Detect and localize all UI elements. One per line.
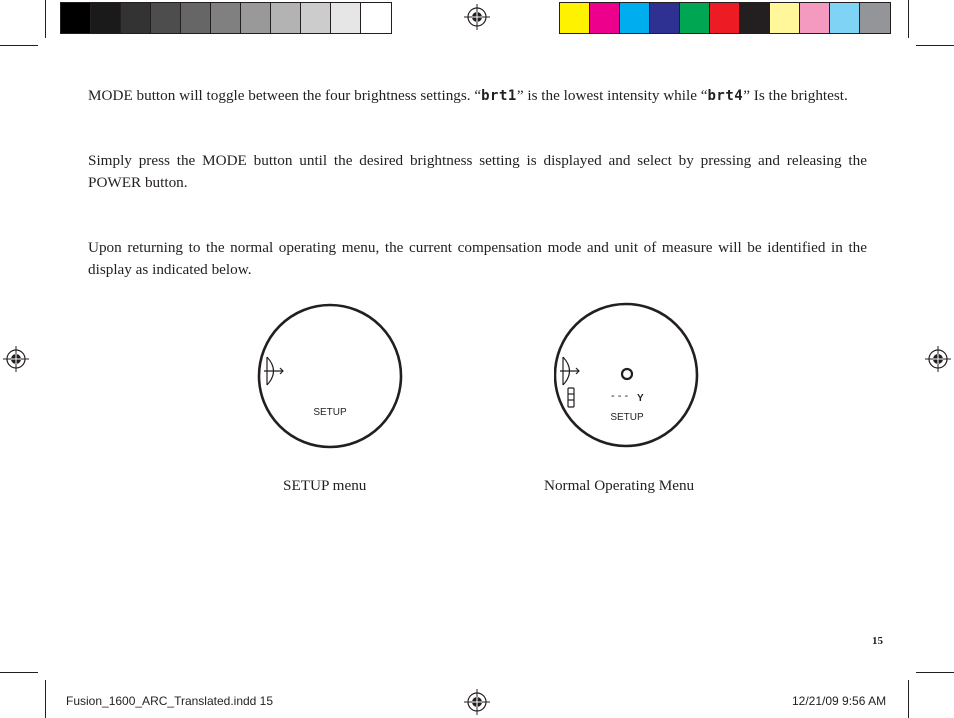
color-swatch	[800, 3, 830, 33]
registration-mark-icon	[3, 346, 29, 372]
crop-mark-bottom-left-h	[0, 672, 38, 673]
paragraph-text: MODE button will toggle between the four brightness settings. “	[88, 87, 482, 104]
gray-swatch	[211, 3, 241, 33]
slug-filename: Fusion_1600_ARC_Translated.indd 15	[66, 694, 274, 708]
registration-mark-icon	[464, 4, 490, 30]
lcd-brt4-label: brt4	[707, 88, 744, 104]
color-swatch	[710, 3, 740, 33]
normal-menu-display	[554, 302, 702, 450]
setup-menu-caption: SETUP menu	[283, 477, 367, 494]
gray-swatch	[361, 3, 391, 33]
gray-swatch	[271, 3, 301, 33]
color-swatch	[770, 3, 800, 33]
paragraph-select-brightness: Simply press the MODE button until the desired brightness setting is displayed and select by pressing and releasing the POWER button.	[88, 152, 867, 191]
crop-mark-top-left-h	[0, 45, 38, 46]
gray-swatch	[241, 3, 271, 33]
crop-mark-bottom-right-v	[908, 680, 909, 718]
paragraph-text: ” Is the brightest.	[743, 87, 848, 104]
color-swatch	[620, 3, 650, 33]
color-swatch	[560, 3, 590, 33]
paragraph-normal-menu: Upon returning to the normal operating menu, the current compensation mode and unit of measure will be identified in the display as indicated below.	[88, 239, 867, 278]
registration-mark-icon	[925, 346, 951, 372]
registration-mark-icon	[464, 689, 490, 715]
color-swatch	[830, 3, 860, 33]
color-swatch	[680, 3, 710, 33]
gray-swatch	[181, 3, 211, 33]
crop-mark-top-right-h	[916, 45, 954, 46]
page-number: 15	[872, 635, 883, 647]
setup-screen-label: SETUP	[610, 412, 644, 423]
crop-mark-top-left-v	[45, 0, 46, 38]
color-swatch	[740, 3, 770, 33]
setup-menu-display	[256, 302, 404, 450]
setup-screen-label: SETUP	[313, 407, 347, 418]
color-swatch	[650, 3, 680, 33]
color-bar	[559, 2, 891, 34]
paragraph-text: ” is the lowest intensity while “	[516, 87, 708, 104]
crop-mark-bottom-left-v	[45, 680, 46, 718]
lcd-brt1-label: brt1	[481, 88, 517, 104]
color-swatch	[860, 3, 890, 33]
gray-swatch	[61, 3, 91, 33]
distance-reading: - - -	[611, 390, 629, 402]
gray-swatch	[121, 3, 151, 33]
unit-label: Y	[637, 393, 644, 404]
gray-swatch	[91, 3, 121, 33]
slug-datetime: 12/21/09 9:56 AM	[792, 694, 887, 708]
display-ring	[259, 305, 401, 447]
gray-swatch	[331, 3, 361, 33]
display-ring	[555, 304, 697, 446]
crop-mark-top-right-v	[908, 0, 909, 38]
normal-menu-caption: Normal Operating Menu	[544, 477, 695, 494]
paragraph-brightness-toggle	[88, 85, 867, 107]
color-swatch	[590, 3, 620, 33]
crop-mark-bottom-right-h	[916, 672, 954, 673]
gray-ramp-bar	[60, 2, 392, 34]
gray-swatch	[301, 3, 331, 33]
gray-swatch	[151, 3, 181, 33]
